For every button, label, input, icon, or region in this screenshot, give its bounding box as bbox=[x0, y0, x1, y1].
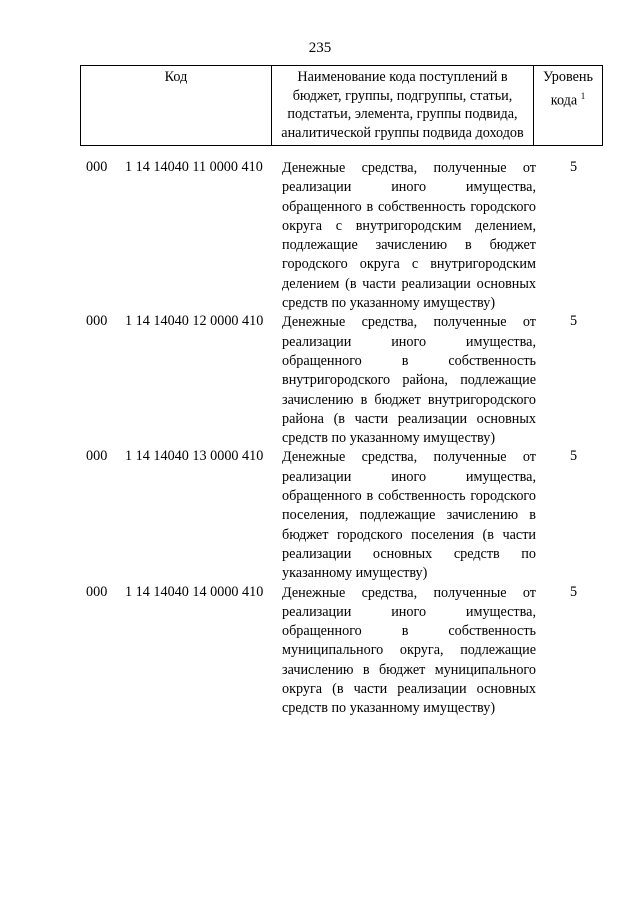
row-code: 1 14 14040 11 0000 410 bbox=[125, 159, 263, 175]
table-header bbox=[80, 65, 603, 146]
row-level: 5 bbox=[570, 159, 578, 175]
header-name: Наименование кода поступлений в бюджет, группы, подгруппы, статьи, подстатьи, элемента, группы подвида, аналитической группы подвида доходов bbox=[272, 66, 534, 146]
row-prefix: 000 bbox=[86, 583, 108, 600]
row-code: 1 14 14040 13 0000 410 bbox=[125, 448, 264, 465]
row-level: 5 bbox=[570, 583, 578, 600]
row-code: 1 14 14040 12 0000 410 bbox=[125, 313, 264, 330]
header-level: Уровень кода $^1$ bbox=[534, 66, 603, 146]
table-body bbox=[0, 159, 640, 719]
header-code: Код bbox=[81, 66, 272, 146]
row-name: Денежные средства, полученные от реализации иного имущества, обращенного в собственность городского поселения, подлежащие зачислению в бюджет городского поселения (в части реализации основных средств по указанному имуществу) bbox=[282, 449, 536, 582]
row-name: Денежные средства, полученные от реализации иного имущества, обращенного в собственность муниципального округа, подлежащие зачислению в бюджет муниципального округа (в части реализации основных средств по указанному имуществу) bbox=[282, 584, 536, 717]
footnote-mark: 1 bbox=[580, 90, 586, 101]
row-prefix: 000 bbox=[86, 159, 108, 175]
row-name: Денежные средства, полученные от реализации иного имущества, обращенного в собственность городского округа с внутригородским делением, подлежащие зачислению в бюджет городского округа с внутригородским делением (в части реализации основных средств по указанному имуществу) bbox=[282, 160, 536, 312]
row-name: Денежные средства, полученные от реализации иного имущества, обращенного в собственность внутригородского района, подлежащие зачислению в бюджет внутригородского района (в части реализации основных средств по указанному имуществу) bbox=[282, 314, 536, 447]
page-number: 235 bbox=[308, 40, 332, 56]
table-row bbox=[0, 159, 640, 313]
row-level: 5 bbox=[570, 448, 578, 465]
row-code: 1 14 14040 14 0000 410 bbox=[125, 583, 264, 600]
row-level: 5 bbox=[570, 313, 578, 330]
row-prefix: 000 bbox=[86, 448, 108, 465]
table-row bbox=[0, 584, 640, 719]
table-row bbox=[0, 313, 640, 448]
table-row bbox=[0, 448, 640, 583]
row-prefix: 000 bbox=[86, 313, 108, 330]
